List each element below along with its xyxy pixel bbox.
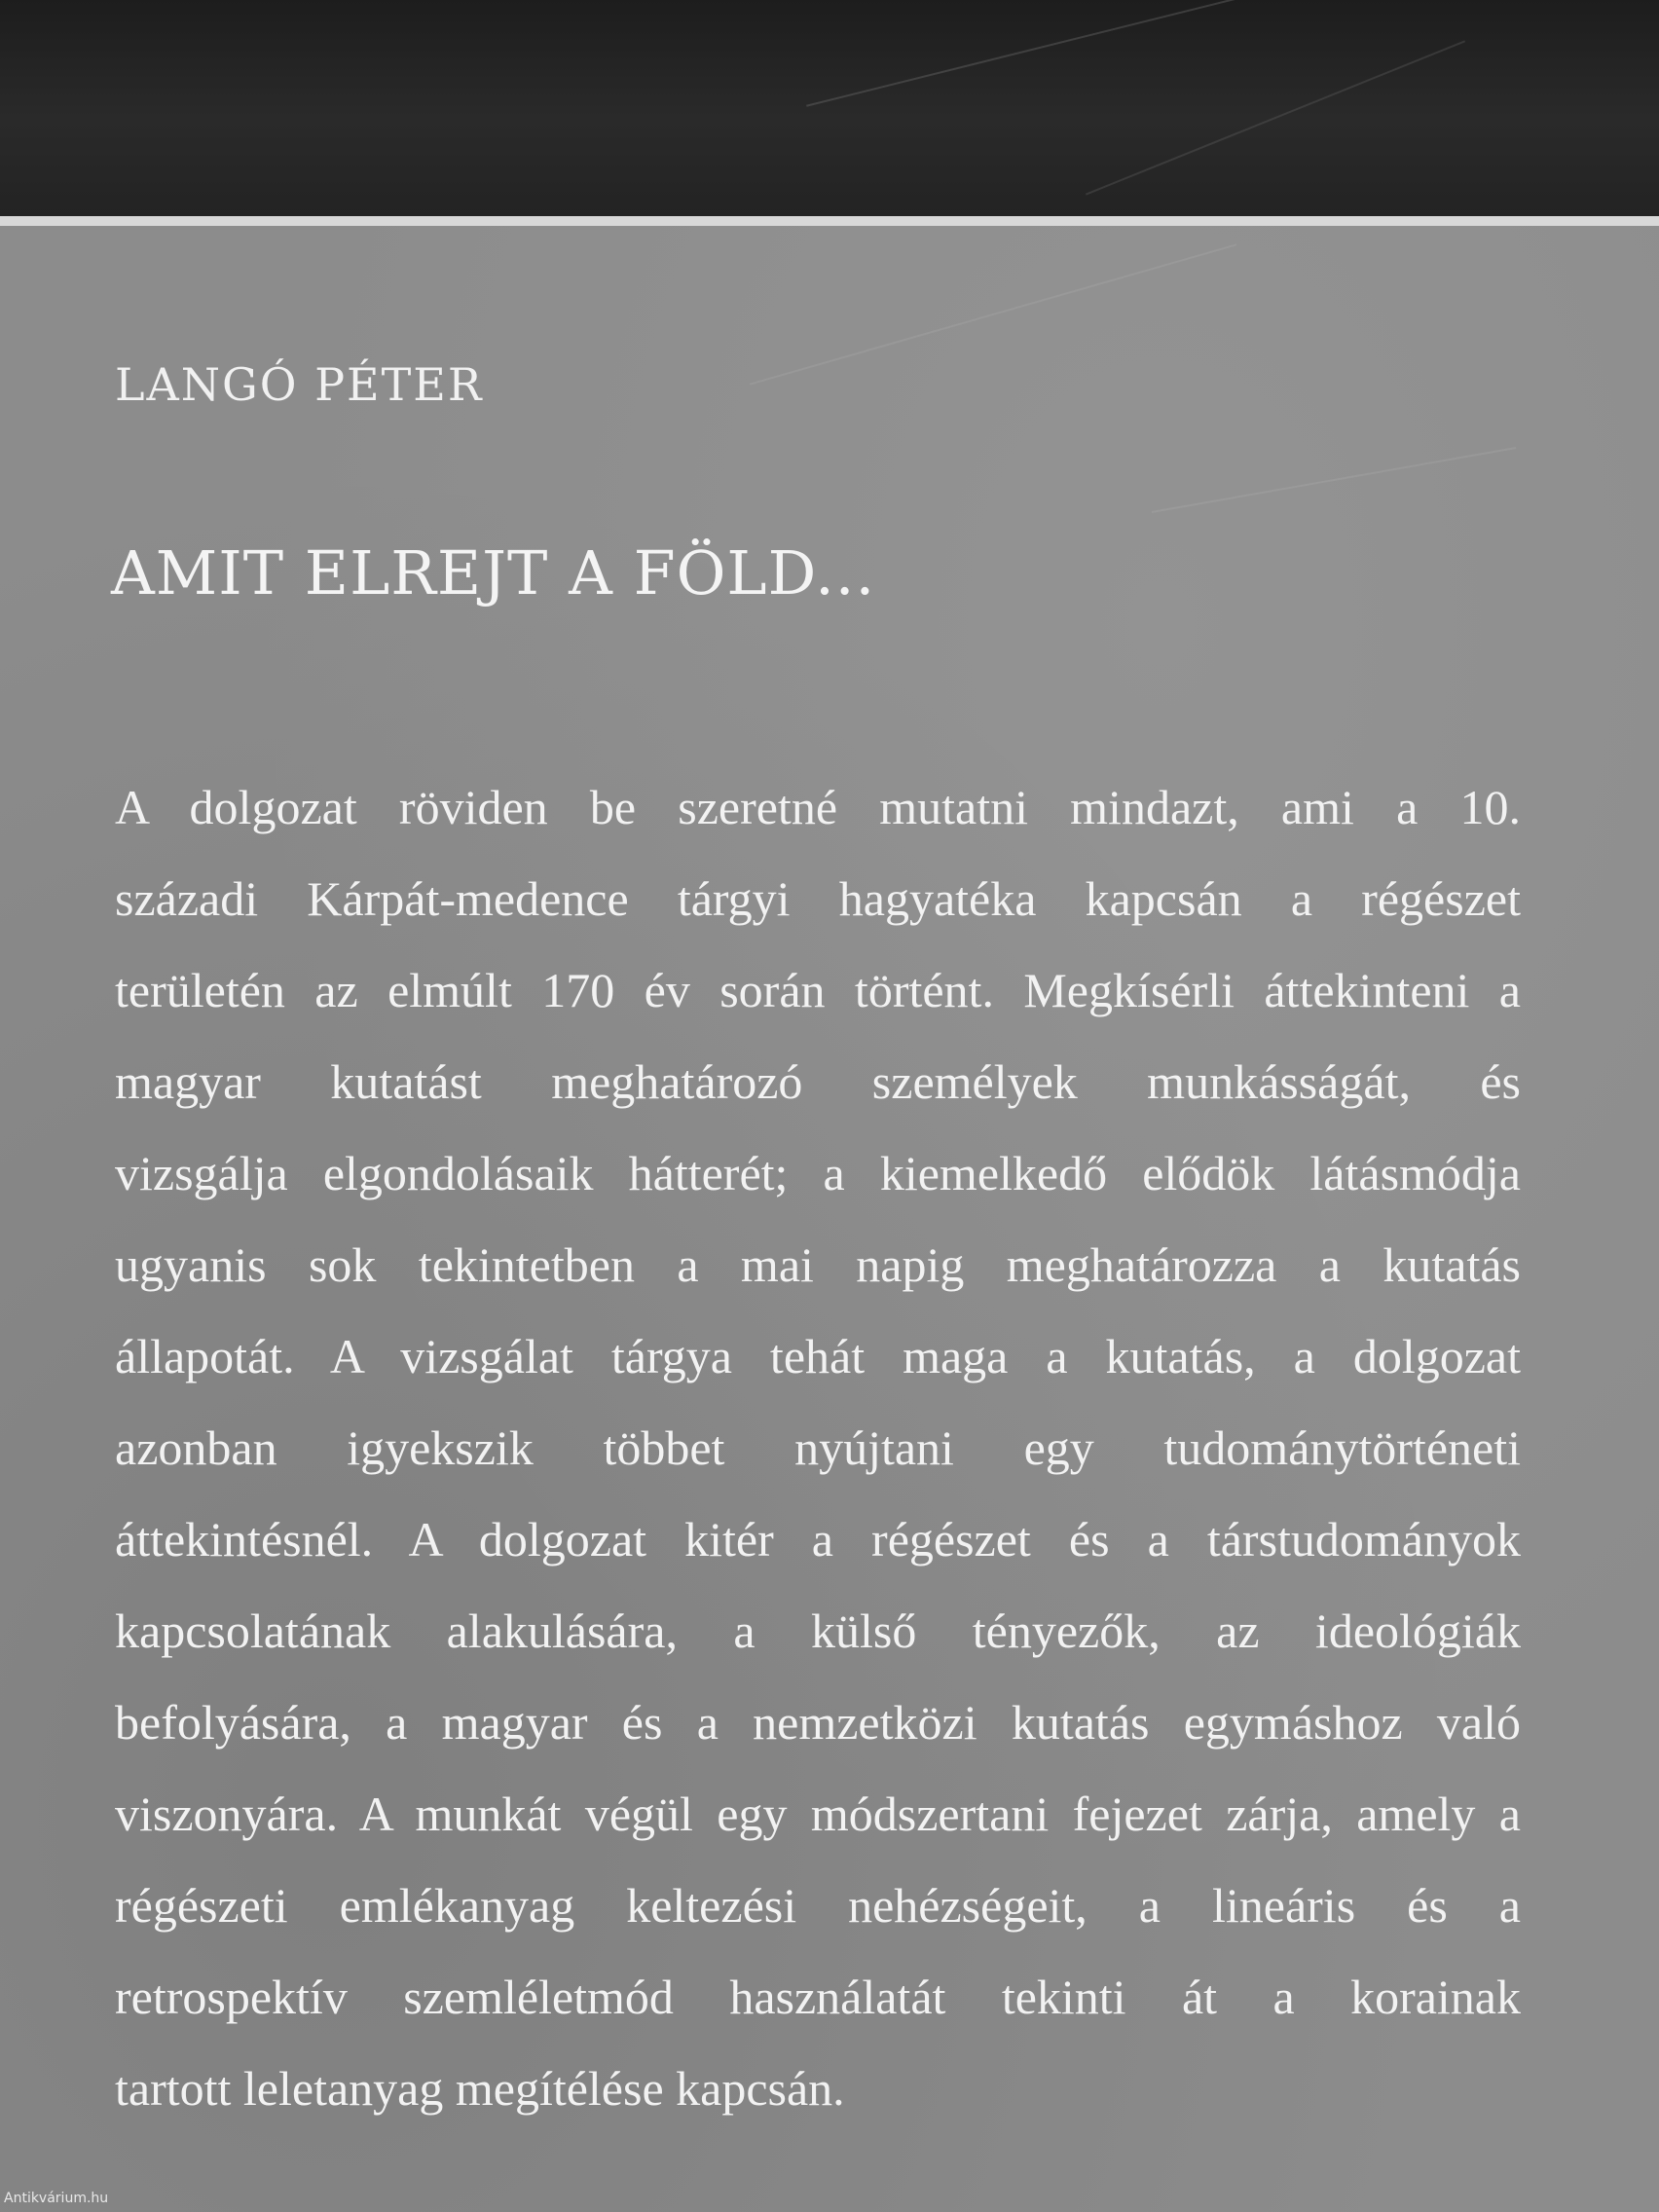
blurb-line: retrospektív szemléletmód használatát tekinti át a korainak	[115, 1970, 1521, 2024]
blurb-line: azonban igyekszik többet nyújtani egy tudománytörténeti	[115, 1420, 1521, 1475]
watermark: Antikvárium.hu	[4, 2191, 109, 2206]
blurb-line: területén az elmúlt 170 év során történt. Megkísérli áttekinteni a	[115, 963, 1521, 1017]
blurb-line: viszonyára. A munkát végül egy módszertani fejezet zárja, amely a	[115, 1787, 1521, 1841]
blurb-line: magyar kutatást meghatározó személyek munkásságát, és	[115, 1054, 1521, 1109]
blurb-line: vizsgálja elgondolásaik hátterét; a kiemelkedő elődök látásmódja	[115, 1146, 1521, 1200]
paper-crease	[1152, 447, 1517, 513]
blurb-line: ugyanis sok tekintetben a mai napig meghatározza a kutatás	[115, 1237, 1521, 1292]
blurb-line: tartott leletanyag megítélése kapcsán.	[115, 2061, 845, 2116]
dark-top-band	[0, 0, 1659, 216]
blurb-line: kapcsolatának alakulására, a külső tényezők, az ideológiák	[115, 1604, 1521, 1658]
blurb-line: áttekintésnél. A dolgozat kitér a régészet és a társtudományok	[115, 1512, 1521, 1567]
paper-crease	[750, 243, 1236, 385]
blurb-line: állapotát. A vizsgálat tárgya tehát maga a kutatás, a dolgozat	[115, 1329, 1521, 1383]
blurb-line: A dolgozat röviden be szeretné mutatni mindazt, ami a 10.	[115, 780, 1521, 834]
blurb-line: századi Kárpát-medence tárgyi hagyatéka kapcsán a régészet	[115, 871, 1521, 926]
blurb-line: befolyására, a magyar és a nemzetközi kutatás egymáshoz való	[115, 1695, 1521, 1750]
book-title: AMIT ELREJT A FÖLD...	[111, 537, 876, 608]
paper-crease	[806, 0, 1336, 107]
blurb-line: régészeti emlékanyag keltezési nehézségeit, a lineáris és a	[115, 1878, 1521, 1933]
cover-edge-line	[0, 216, 1659, 226]
blurb-text	[115, 761, 1521, 2134]
author-name: LANGÓ PÉTER	[115, 358, 484, 411]
paper-crease	[1086, 40, 1465, 195]
